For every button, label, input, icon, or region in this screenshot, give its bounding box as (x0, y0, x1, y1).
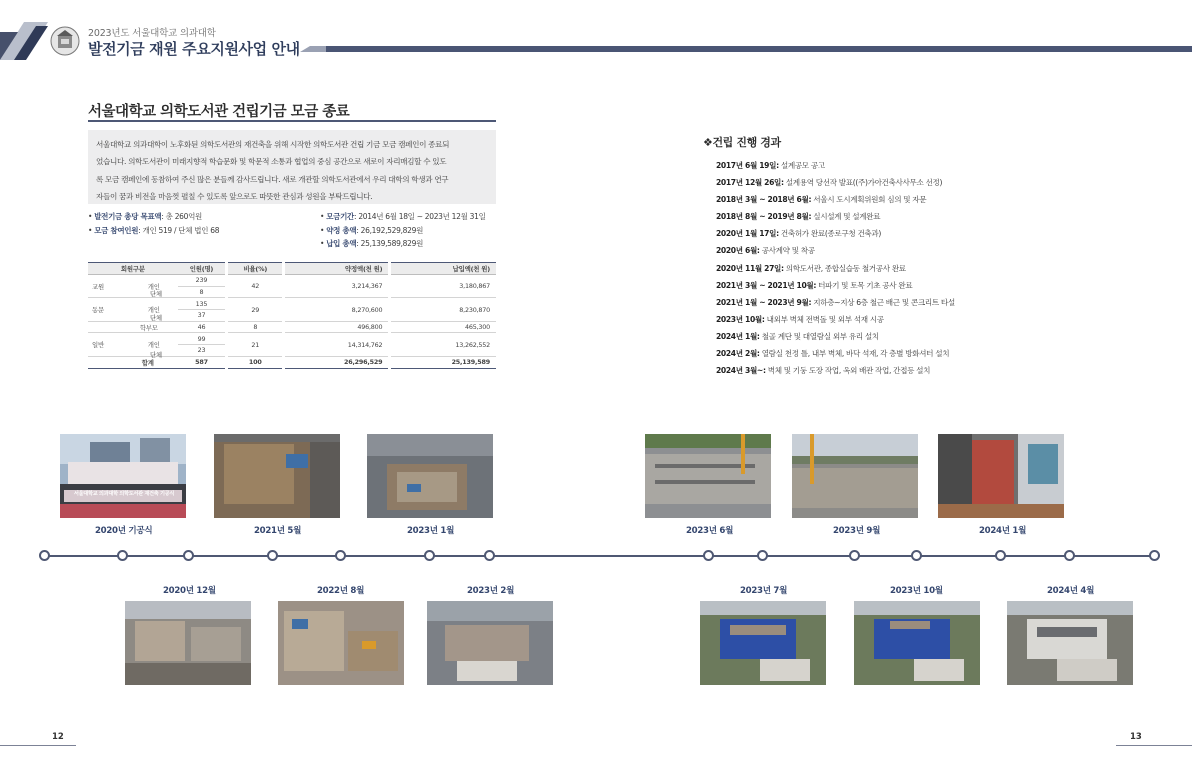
page-number-left: 12 (52, 732, 64, 742)
table-header: 인원(명) (178, 263, 227, 275)
photo-construction (278, 601, 404, 685)
facts-left (88, 210, 219, 237)
timeline-node (484, 550, 495, 561)
timeline-node (911, 550, 922, 561)
ratio-cell: 8 (227, 321, 284, 333)
page-number-right: 13 (1130, 732, 1142, 742)
count-cell: 37 (178, 310, 227, 322)
timeline-node (267, 550, 278, 561)
progress-item: 2023년 10월: 내외부 벽체 전벽돌 및 외부 석재 시공 (716, 314, 884, 324)
total-count: 587 (178, 356, 227, 368)
total-ratio: 100 (227, 356, 284, 368)
progress-item: 2021년 3월 ~ 2021년 10월: 터파기 및 토목 기초 공사 완료 (716, 280, 913, 290)
timeline-node (1064, 550, 1075, 561)
count-cell: 46 (178, 321, 227, 333)
university-emblem-icon (50, 26, 80, 56)
progress-item: 2024년 3월~: 벽체 및 기둥 도장 작업, 옥외 배관 작업, 간접등 설치 (716, 366, 931, 376)
pledged-cell: 8,270,600 (284, 298, 390, 321)
paid-cell: 8,230,870 (390, 298, 496, 321)
fact-item: • 모금기간: 2014년 6월 18일 ~ 2023년 12월 31일 (320, 212, 486, 221)
timeline-node (757, 550, 768, 561)
timeline-caption: 2024년 4월 (1047, 586, 1095, 596)
total-label: 합계 (88, 356, 178, 368)
photo-construction (854, 601, 980, 685)
header-rule (300, 46, 1192, 52)
intro-line: 자들이 꿈과 비전을 마음껏 펼칠 수 있도록 앞으로도 따뜻한 관심과 성원을 부탁드립니다. (96, 191, 373, 201)
timeline-caption: 2023년 2월 (467, 586, 515, 596)
section-rule (88, 120, 496, 122)
intro-line: 었습니다. 의학도서관이 미래지향적 학습문화 및 학문적 소통과 협업의 중심 공간으로 새로이 자리매김할 수 있도 (96, 157, 447, 167)
timeline-node (39, 550, 50, 561)
fact-item: • 모금 참여인원: 개인 519 / 단체 법인 68 (88, 225, 220, 235)
pledged-cell: 3,214,367 (284, 275, 390, 298)
paid-cell: 465,300 (390, 321, 496, 333)
photo-construction (938, 434, 1064, 518)
photo-construction (700, 601, 826, 685)
ratio-cell: 29 (227, 298, 284, 321)
timeline-node (995, 550, 1006, 561)
count-cell: 135 (178, 298, 227, 310)
count-cell: 8 (178, 286, 227, 298)
progress-item: 2020년 1월 17일: 건축허가 완료(종로구청 건축과) (716, 229, 882, 239)
progress-list (716, 157, 955, 379)
sub-label: 단체 (150, 314, 162, 322)
paid-cell: 3,180,867 (390, 275, 496, 298)
progress-item: 2017년 12월 26일: 설계용역 당선작 발표((주)가아건축사사무소 선정) (716, 178, 943, 188)
intro-line: 서울대학교 의과대학이 노후화된 의학도서관의 재건축을 위해 시작한 의학도서관 건립 기금 모금 캠페인이 종료되 (96, 140, 450, 149)
table-header-row (88, 263, 496, 275)
photo-construction (1007, 601, 1133, 685)
pledged-cell: 14,314,762 (284, 333, 390, 356)
timeline-node (183, 550, 194, 561)
table-header: 회원구분 (88, 263, 178, 275)
progress-item: 2018년 8월 ~ 2019년 8월: 실시설계 및 설계완료 (716, 212, 881, 222)
intro-box (88, 130, 496, 204)
pledged-cell: 496,800 (284, 321, 390, 333)
footer-rule-right (1116, 745, 1192, 746)
total-paid: 25,139,589 (390, 356, 496, 368)
timeline-caption: 2020년 12월 (163, 586, 216, 596)
sub-label: 단체 (150, 290, 162, 298)
group-name: 일반 (92, 341, 104, 350)
timeline-caption: 2024년 1월 (979, 526, 1027, 536)
table-row: 동문 개인 135 29 8,270,600 8,230,870 (88, 298, 496, 310)
ratio-cell: 42 (227, 275, 284, 298)
timeline-caption: 2022년 8월 (317, 586, 365, 596)
timeline-caption: 2023년 1월 (407, 526, 455, 536)
count-cell: 239 (178, 275, 227, 287)
photo-construction (792, 434, 918, 518)
section-title: 서울대학교 의학도서관 건립기금 모금 종료 (88, 104, 350, 120)
fact-item: • 약정 총액: 26,192,529,829원 (320, 225, 424, 235)
timeline-caption: 2021년 5월 (254, 526, 302, 536)
photo-construction (645, 434, 771, 518)
table-row: 일반 개인 99 21 14,314,762 13,262,552 (88, 333, 496, 345)
photo-construction (214, 434, 340, 518)
progress-item: 2017년 6월 19일: 설계공모 공고 (716, 161, 825, 170)
table-header: 비율(%) (227, 263, 284, 275)
timeline-node (117, 550, 128, 561)
timeline-node (849, 550, 860, 561)
total-pledged: 26,296,529 (284, 356, 390, 368)
group-name: 교원 (92, 282, 104, 291)
footer-rule-left (0, 745, 76, 746)
table-row: 교원 개인 239 42 3,214,367 3,180,867 (88, 275, 496, 287)
photo-construction (367, 434, 493, 518)
ratio-cell: 21 (227, 333, 284, 356)
header-decoration (0, 22, 48, 60)
progress-item: 2021년 1월 ~ 2023년 9월: 지하층~지상 6층 철근 배근 및 콘크리트 타설 (716, 297, 955, 307)
header-subtitle: 2023년도 서울대학교 의과대학 (88, 28, 216, 39)
timeline-caption: 2020년 기공식 (95, 526, 153, 536)
photo-construction (427, 601, 553, 685)
progress-item: 2024년 2월: 열람실 천정 틀, 내부 벽체, 바닥 석재, 각 층별 방화셔터 설치 (716, 349, 950, 359)
timeline-line (44, 555, 1154, 557)
timeline-node (335, 550, 346, 561)
facts-right (320, 210, 486, 251)
timeline-node (703, 550, 714, 561)
count-cell: 99 (178, 333, 227, 345)
group-name: 학부모 (88, 321, 178, 333)
header-title: 발전기금 재원 주요지원사업 안내 (88, 40, 300, 58)
group-name: 동문 (92, 306, 104, 315)
sub-label: 단체 (150, 351, 162, 359)
banner-text: 서울대학교 의과대학 의학도서관 재건축 기공식 (73, 491, 175, 497)
progress-title: ❖건립 진행 경과 (703, 136, 781, 149)
progress-item: 2024년 1월: 철골 계단 및 대열람실 외부 유리 설치 (716, 331, 879, 341)
timeline-caption: 2023년 9월 (833, 526, 881, 536)
progress-item: 2020년 6월: 공사계약 및 착공 (716, 246, 815, 256)
timeline-caption: 2023년 10월 (890, 586, 943, 596)
paid-cell: 13,262,552 (390, 333, 496, 356)
fact-item: • 발전기금 총당 목표액: 총 260억원 (88, 212, 203, 221)
photo-construction (125, 601, 251, 685)
intro-line: 록 모금 캠페인에 동참하여 주신 많은 분들께 감사드립니다. 새로 개관할 의학도서관에서 우리 대학의 학생과 연구 (96, 174, 449, 184)
timeline-node (1149, 550, 1160, 561)
progress-item: 2018년 3월 ~ 2018년 6월: 서울시 도시계획위원회 심의 및 자문 (716, 195, 927, 205)
timeline-caption: 2023년 6월 (686, 526, 734, 536)
timeline-node (424, 550, 435, 561)
table-header: 약정액(천 원) (284, 263, 390, 275)
progress-item: 2020년 11월 27일: 의학도서관, 종합실습동 철거공사 완료 (716, 263, 906, 273)
timeline-caption: 2023년 7월 (740, 586, 788, 596)
count-cell: 23 (178, 345, 227, 357)
table-header: 납입액(천 원) (390, 263, 496, 275)
fact-item: • 납입 총액: 25,139,589,829원 (320, 239, 424, 248)
photo-groundbreaking (60, 434, 186, 518)
